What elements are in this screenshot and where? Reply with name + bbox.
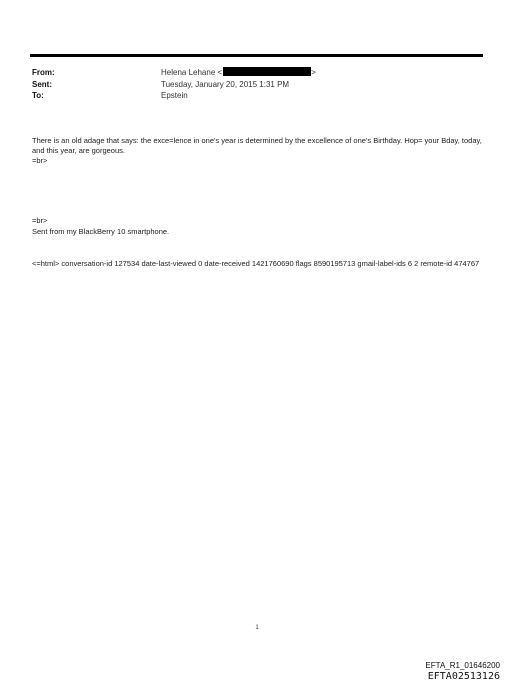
line-break-marker: =br> [32,216,48,225]
sent-value: Tuesday, January 20, 2015 1:31 PM [161,80,290,89]
from-label: From: [32,68,55,77]
to-row [32,90,472,102]
redaction-block [223,67,311,76]
line-break-marker: =br> [32,156,48,165]
header-divider [30,54,483,57]
email-metadata: <=html> conversation-id 127534 date-last-viewed 0 date-received 1421760690 flags 8590195713 gmail-label-ids 6 2 remote-id 474767 [32,259,480,268]
from-row [32,67,472,79]
email-body-paragraph: There is an old adage that says: the exce=lence in one's year is determined by the excellence of one's Birthday. Hop= your Bday, today, and this year, are gorgeous. [32,136,482,155]
bates-stamp-secondary: EFTA02513126 [427,671,500,682]
to-label: To: [32,91,44,100]
sent-label: Sent: [32,80,52,89]
bates-stamp-primary: EFTA_R1_01646200 [425,661,500,670]
from-value [161,67,316,79]
from-bracket-close: > [311,68,316,77]
email-signature: Sent from my BlackBerry 10 smartphone. [32,227,170,236]
from-sender-name: Helena Lehane < [161,68,223,77]
page-number: 1 [255,625,259,631]
to-value: Epstein [161,91,188,100]
